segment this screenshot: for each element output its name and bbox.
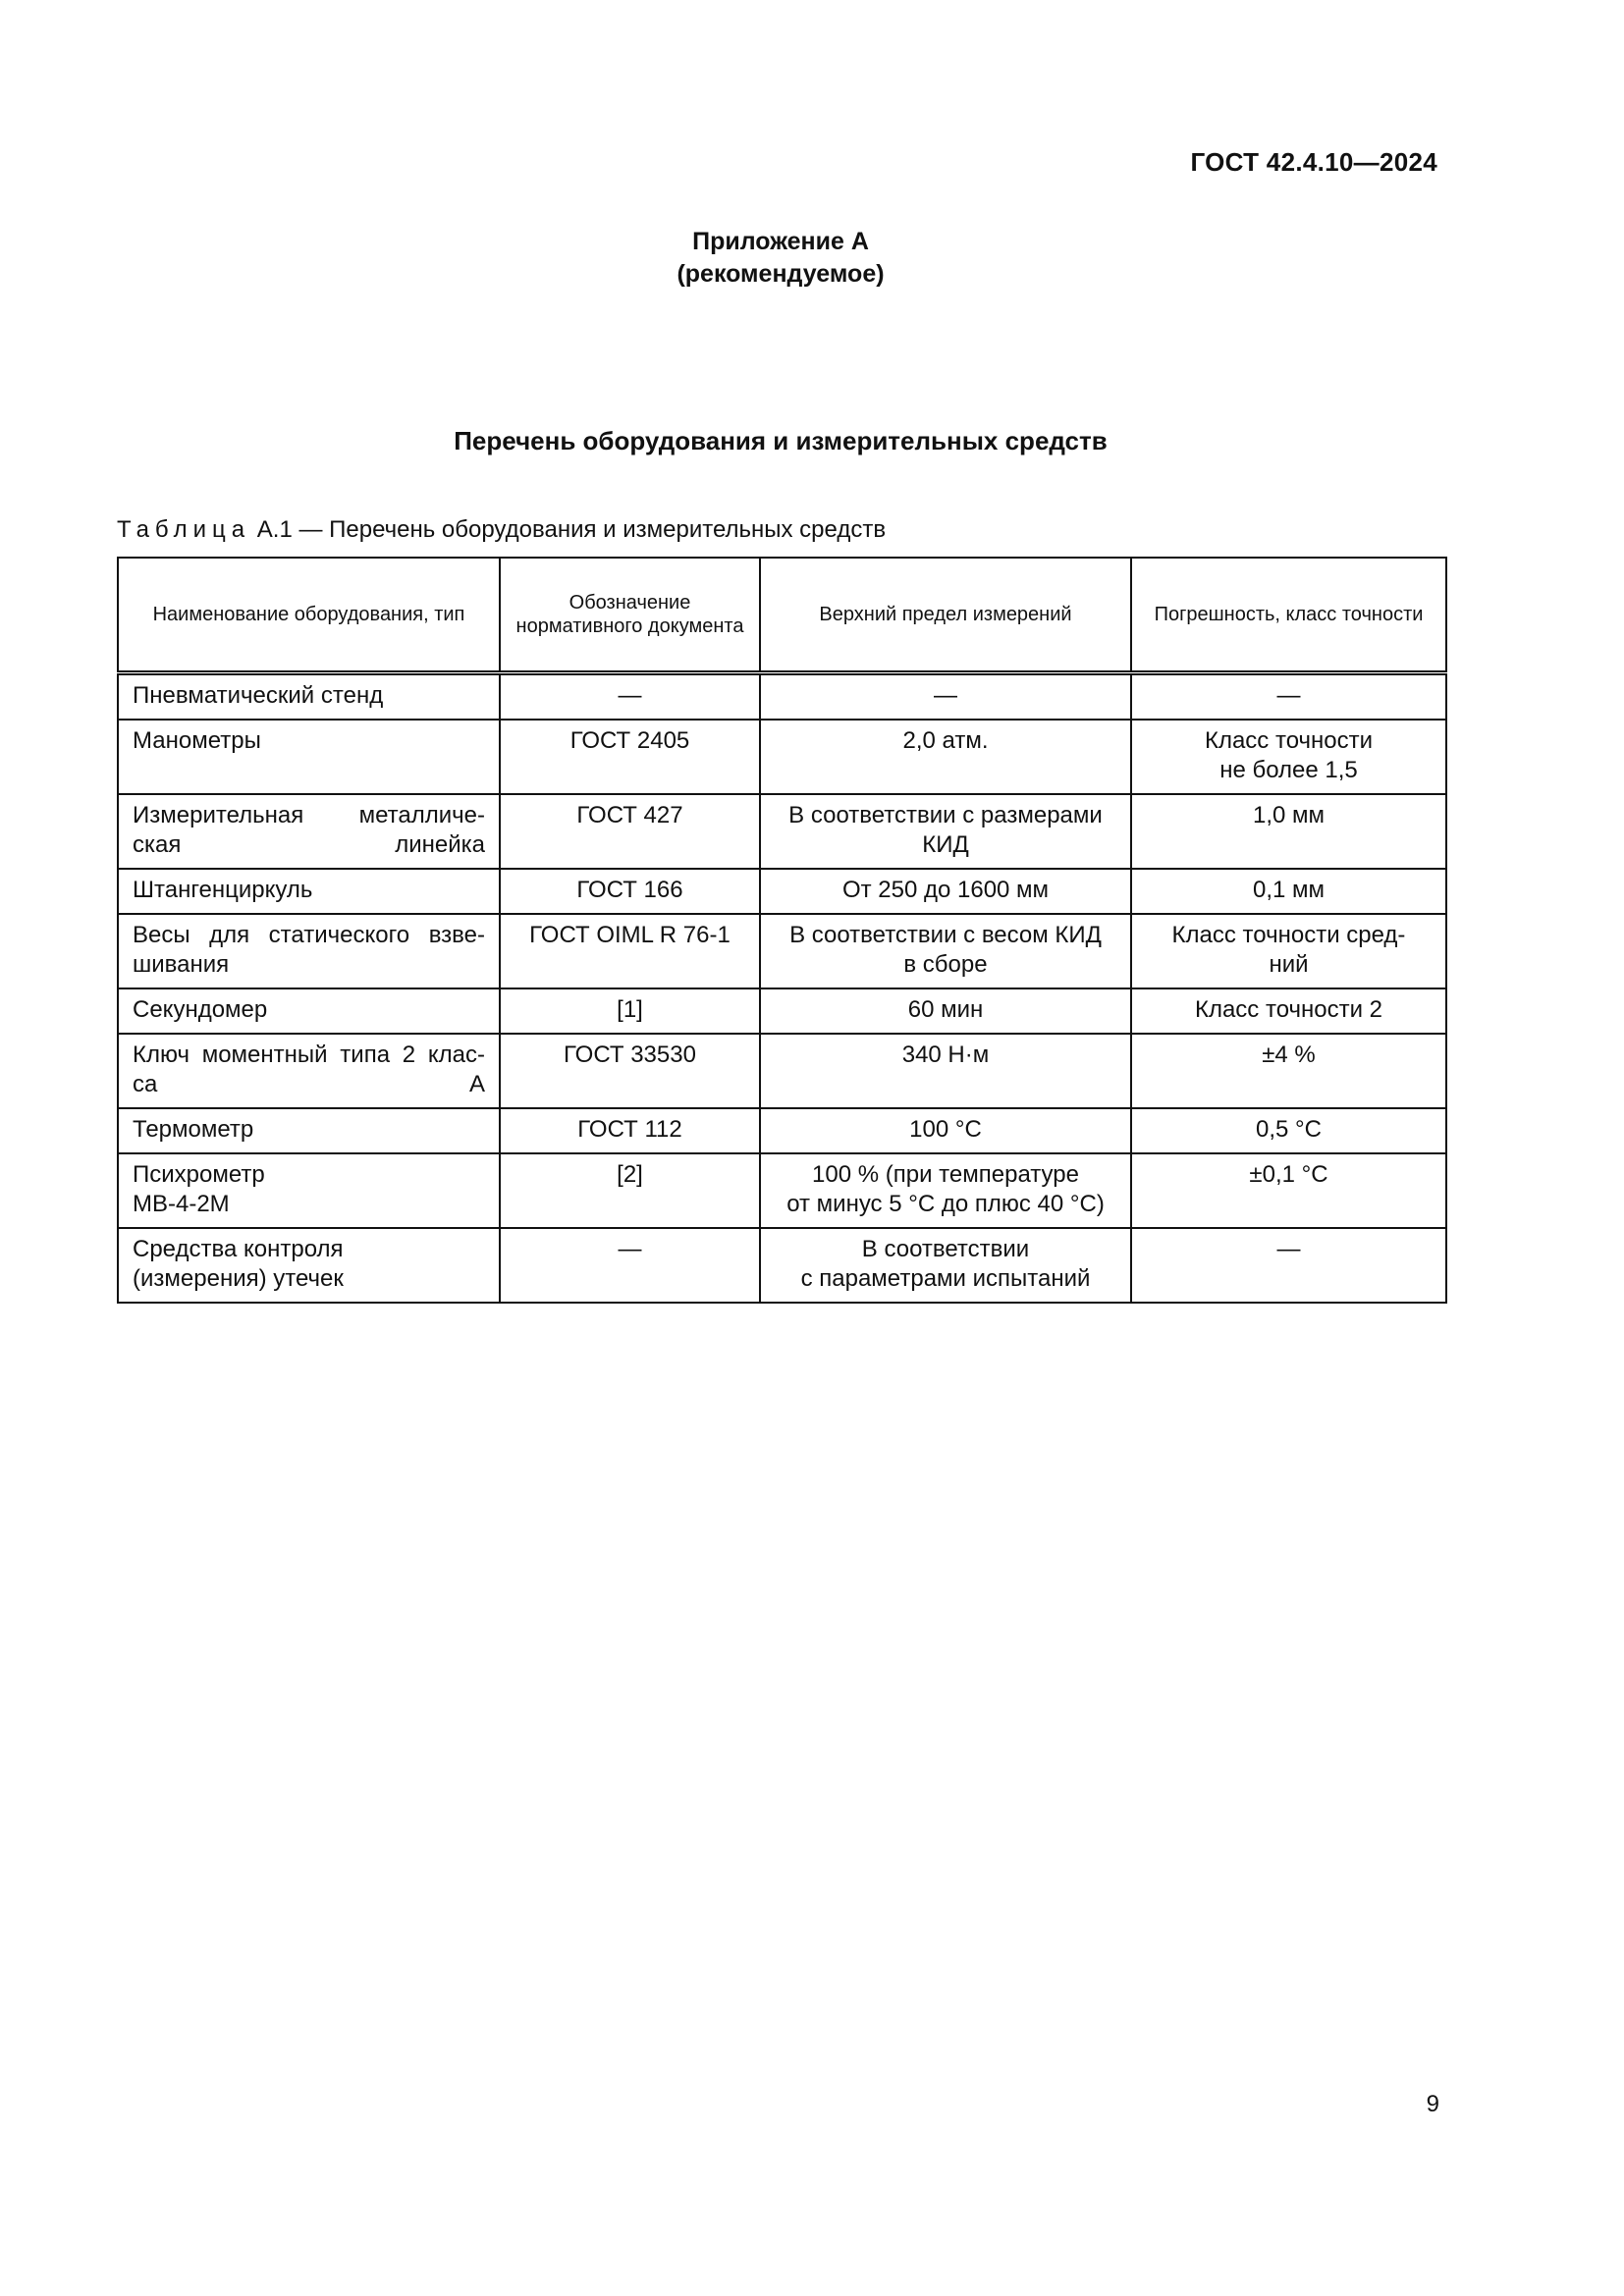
cell-name-line: са А bbox=[133, 1071, 485, 1097]
cell-doc-line: [2] bbox=[617, 1161, 643, 1188]
cell-doc-line: ГОСТ 112 bbox=[577, 1116, 682, 1143]
cell-name bbox=[118, 1153, 500, 1228]
cell-doc-line: ГОСТ 427 bbox=[576, 802, 683, 828]
cell-limit bbox=[760, 988, 1131, 1034]
cell-name bbox=[118, 1034, 500, 1108]
cell-doc-line: [1] bbox=[617, 996, 643, 1023]
equipment-table bbox=[117, 557, 1447, 1304]
cell-limit bbox=[760, 869, 1131, 914]
cell-accuracy-line: 1,0 мм bbox=[1252, 802, 1326, 828]
column-header-document: Обозначение нормативного документа bbox=[500, 558, 760, 673]
cell-accuracy-line: Класс точности 2 bbox=[1194, 996, 1383, 1023]
cell-limit-line: КИД bbox=[922, 831, 969, 858]
table-row bbox=[118, 914, 1446, 988]
cell-limit bbox=[760, 1108, 1131, 1153]
cell-doc bbox=[500, 794, 760, 869]
cell-doc-line: ГОСТ 33530 bbox=[564, 1041, 696, 1068]
cell-limit-line: — bbox=[934, 682, 957, 709]
cell-doc bbox=[500, 1034, 760, 1108]
cell-accuracy bbox=[1131, 1108, 1446, 1153]
cell-accuracy-line: — bbox=[1276, 682, 1301, 709]
cell-accuracy bbox=[1131, 794, 1446, 869]
cell-accuracy bbox=[1131, 1153, 1446, 1228]
cell-name-line: Термометр bbox=[133, 1116, 254, 1143]
column-header-name: Наименование оборудования, тип bbox=[118, 558, 500, 673]
table-header-row bbox=[118, 558, 1446, 673]
cell-name-line: Весы для статического взве- bbox=[133, 922, 485, 948]
cell-name-line: Ключ моментный типа 2 клас- bbox=[133, 1041, 485, 1068]
cell-doc bbox=[500, 869, 760, 914]
cell-accuracy bbox=[1131, 720, 1446, 794]
cell-limit-line: В соответствии bbox=[861, 1236, 1030, 1262]
cell-limit-line: От 250 до 1600 мм bbox=[841, 877, 1050, 903]
cell-name bbox=[118, 869, 500, 914]
cell-accuracy-line: ний bbox=[1269, 951, 1309, 978]
cell-name-line: (измерения) утечек bbox=[133, 1265, 344, 1292]
cell-doc-line: ГОСТ 166 bbox=[576, 877, 683, 903]
cell-limit bbox=[760, 914, 1131, 988]
cell-doc bbox=[500, 914, 760, 988]
cell-name bbox=[118, 988, 500, 1034]
table-caption-label: Таблица bbox=[117, 516, 251, 543]
cell-limit bbox=[760, 794, 1131, 869]
cell-doc bbox=[500, 673, 760, 721]
cell-limit-line: 2,0 атм. bbox=[902, 727, 989, 754]
cell-name-line: шивания bbox=[133, 951, 230, 978]
annex-heading bbox=[0, 226, 1561, 291]
table-body bbox=[118, 673, 1446, 1304]
cell-name-line: Штангенциркуль bbox=[133, 877, 313, 903]
table-caption bbox=[117, 516, 886, 544]
cell-name bbox=[118, 914, 500, 988]
cell-limit-line: В соответствии с размерами bbox=[788, 802, 1103, 828]
cell-doc-line: — bbox=[618, 682, 642, 709]
cell-accuracy-line: ±0,1 °С bbox=[1249, 1161, 1328, 1188]
column-header-accuracy: Погрешность, класс точности bbox=[1131, 558, 1446, 673]
cell-limit-line: 340 Н·м bbox=[901, 1041, 990, 1068]
cell-doc bbox=[500, 720, 760, 794]
cell-limit-line: 100 °С bbox=[909, 1116, 982, 1143]
cell-accuracy-line: ±4 % bbox=[1262, 1041, 1316, 1068]
cell-doc bbox=[500, 988, 760, 1034]
cell-doc-line: ГОСТ 2405 bbox=[569, 727, 690, 754]
cell-name-line: Пневматический стенд bbox=[133, 682, 384, 709]
cell-name bbox=[118, 673, 500, 721]
cell-name-line: ская линейка bbox=[133, 831, 485, 858]
table-row bbox=[118, 720, 1446, 794]
cell-name-line: Секундомер bbox=[133, 996, 268, 1023]
cell-doc bbox=[500, 1108, 760, 1153]
cell-limit-line: с параметрами испытаний bbox=[800, 1265, 1091, 1292]
cell-accuracy-line: 0,1 мм bbox=[1252, 877, 1326, 903]
cell-doc-line: ГОСТ OIML R 76-1 bbox=[529, 922, 731, 948]
cell-limit bbox=[760, 1153, 1131, 1228]
cell-limit-line: от минус 5 °С до плюс 40 °С) bbox=[786, 1191, 1105, 1217]
cell-name bbox=[118, 794, 500, 869]
table-row bbox=[118, 794, 1446, 869]
cell-doc bbox=[500, 1228, 760, 1303]
cell-limit bbox=[760, 1228, 1131, 1303]
cell-name bbox=[118, 720, 500, 794]
cell-limit bbox=[760, 720, 1131, 794]
cell-accuracy bbox=[1131, 988, 1446, 1034]
cell-limit-line: 100 % (при температуре bbox=[812, 1161, 1079, 1188]
cell-accuracy-line: не более 1,5 bbox=[1219, 757, 1358, 783]
cell-name-line: Средства контроля bbox=[133, 1236, 344, 1262]
cell-limit-line: 60 мин bbox=[907, 996, 984, 1023]
cell-name-line: Психрометр bbox=[133, 1161, 265, 1188]
cell-name bbox=[118, 1108, 500, 1153]
cell-accuracy-line: 0,5 °С bbox=[1256, 1116, 1322, 1143]
cell-name-line: Манометры bbox=[133, 727, 261, 754]
cell-doc-line: — bbox=[618, 1236, 642, 1262]
cell-limit-line: В соответствии с весом КИД bbox=[789, 922, 1102, 948]
cell-accuracy bbox=[1131, 1034, 1446, 1108]
cell-name bbox=[118, 1228, 500, 1303]
page-number: 9 bbox=[1426, 2091, 1439, 2117]
table-row bbox=[118, 1034, 1446, 1108]
section-title: Перечень оборудования и измерительных средств bbox=[454, 426, 1108, 455]
document-code: ГОСТ 42.4.10—2024 bbox=[1190, 147, 1437, 177]
cell-accuracy bbox=[1131, 914, 1446, 988]
cell-name-line: Измерительная металличе- bbox=[133, 802, 485, 828]
cell-limit-line: в сборе bbox=[903, 951, 988, 978]
cell-name-line: МВ-4-2М bbox=[133, 1191, 230, 1217]
cell-limit bbox=[760, 1034, 1131, 1108]
annex-title: Приложение А bbox=[692, 228, 869, 255]
cell-accuracy bbox=[1131, 1228, 1446, 1303]
table-row bbox=[118, 1228, 1446, 1303]
cell-doc bbox=[500, 1153, 760, 1228]
table-row bbox=[118, 673, 1446, 721]
table-row bbox=[118, 988, 1446, 1034]
cell-accuracy-line: Класс точности bbox=[1204, 727, 1374, 754]
table-row bbox=[118, 869, 1446, 914]
cell-accuracy-line: Класс точности сред- bbox=[1171, 922, 1406, 948]
annex-status: (рекомендуемое) bbox=[677, 260, 885, 288]
table-row bbox=[118, 1108, 1446, 1153]
cell-limit bbox=[760, 673, 1131, 721]
table-caption-text: А.1 — Перечень оборудования и измерительных средств bbox=[256, 516, 887, 543]
table-row bbox=[118, 1153, 1446, 1228]
cell-accuracy-line: — bbox=[1276, 1236, 1301, 1262]
cell-accuracy bbox=[1131, 869, 1446, 914]
cell-accuracy bbox=[1131, 673, 1446, 721]
column-header-limit: Верхний предел измерений bbox=[760, 558, 1131, 673]
